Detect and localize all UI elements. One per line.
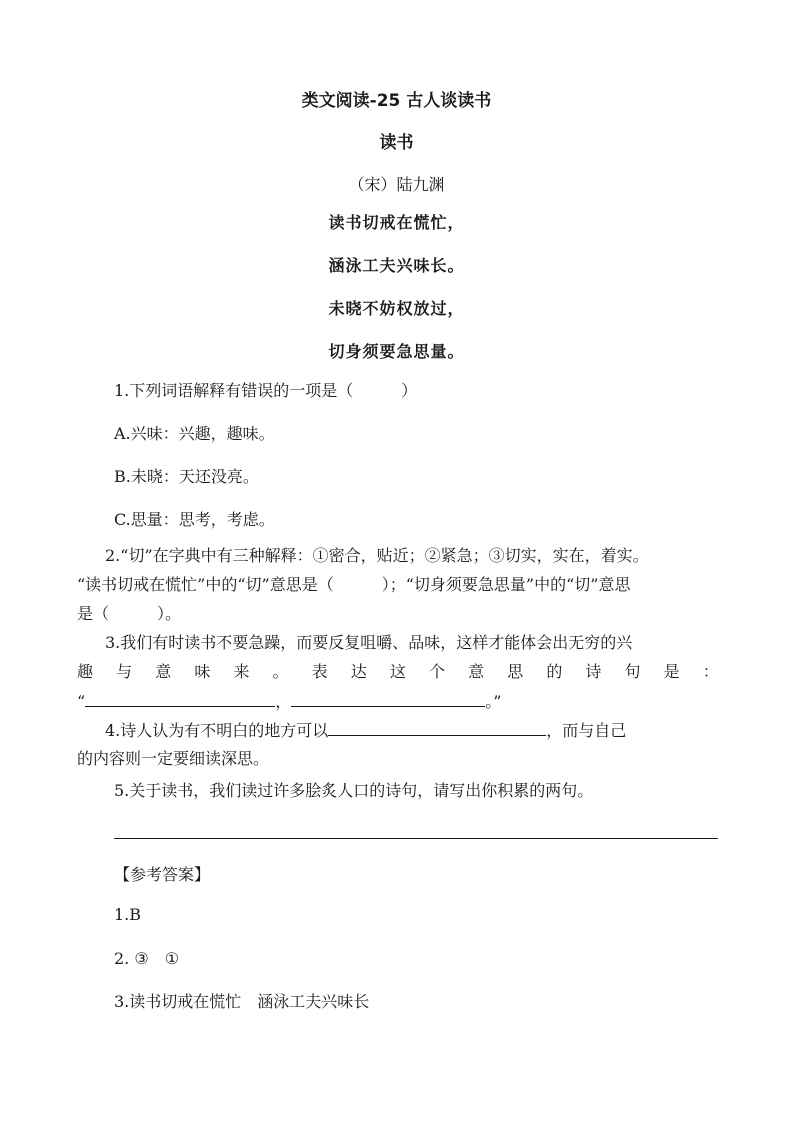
answers-heading: 【参考答案】 <box>114 865 211 884</box>
question-1-option-a: A.兴味：兴趣，趣味。 <box>114 424 275 443</box>
poem-line-3: 未晓不妨权放过， <box>328 299 465 318</box>
question-3-char: 与 <box>116 662 133 681</box>
question-3-comma: ， <box>275 692 292 711</box>
question-3-char: 个 <box>428 662 445 681</box>
question-3-char: 。 <box>272 662 289 681</box>
question-3-char: 达 <box>350 662 367 681</box>
poem-title: 读书 <box>379 133 414 153</box>
poem-line-2: 涵泳工夫兴味长。 <box>328 256 465 275</box>
question-5-stem: 5.关于读书，我们读过许多脍炙人口的诗句，请写出你积累的两句。 <box>114 781 594 800</box>
question-3-char: 表 <box>311 662 328 681</box>
question-3-close: 。” <box>485 692 502 711</box>
question-2-line-3: 是（ ）。 <box>77 604 182 623</box>
poem-line-1: 读书切戒在慌忙， <box>328 213 465 232</box>
question-4-blank[interactable] <box>328 717 546 736</box>
question-3-char: 的 <box>546 662 563 681</box>
question-3-char: 来 <box>233 662 250 681</box>
question-3-open-quote: “ <box>77 692 86 711</box>
question-3-char: 思 <box>507 662 524 681</box>
question-3-char: 意 <box>468 662 485 681</box>
question-3-blank-2[interactable] <box>291 688 485 707</box>
question-3-blank-1[interactable] <box>85 688 275 707</box>
question-3-char: ： <box>702 662 719 681</box>
answer-1: 1.B <box>114 905 142 924</box>
question-1-stem: 1.下列词语解释有错误的一项是（ ） <box>114 381 418 400</box>
question-1-option-b: B.未晓：天还没亮。 <box>114 467 259 486</box>
question-2-line-1: 2.“切”在字典中有三种解释：①密合，贴近；②紧急；③切实，实在，着实。 <box>105 546 649 565</box>
question-4-part-2: ，而与自己 <box>546 721 627 740</box>
answer-2: 2. ③ ① <box>114 949 180 968</box>
poem-line-4: 切身须要急思量。 <box>328 342 465 361</box>
question-3-line-2 <box>77 659 719 682</box>
document-title: 类文阅读-25 古人谈读书 <box>301 91 492 111</box>
question-4-line-2: 的内容则一定要细读深思。 <box>77 749 270 768</box>
question-3-char: 是 <box>663 662 680 681</box>
question-5-answer-line[interactable] <box>114 838 718 839</box>
question-1-option-c: C.思量：思考，考虑。 <box>114 510 275 529</box>
question-3-char: 句 <box>624 662 641 681</box>
question-3-line-3 <box>77 688 501 712</box>
question-3-line-1: 3.我们有时读书不要急躁，而要反复咀嚼、品味，这样才能体会出无穷的兴 <box>105 633 633 652</box>
question-3-char: 意 <box>155 662 172 681</box>
question-4-line-1 <box>105 717 626 741</box>
answer-3: 3.读书切戒在慌忙 涵泳工夫兴味长 <box>114 992 370 1011</box>
question-3-char: 这 <box>389 662 406 681</box>
question-3-char: 味 <box>194 662 211 681</box>
question-2-line-2: “读书切戒在慌忙”中的“切”意思是（ ）；“切身须要急思量”中的“切”意思 <box>77 575 631 594</box>
poem-author: （宋）陆九渊 <box>348 175 445 194</box>
question-3-char: 诗 <box>585 662 602 681</box>
question-4-part-1: 4.诗人认为有不明白的地方可以 <box>105 721 329 740</box>
question-3-char: 趣 <box>77 662 94 681</box>
